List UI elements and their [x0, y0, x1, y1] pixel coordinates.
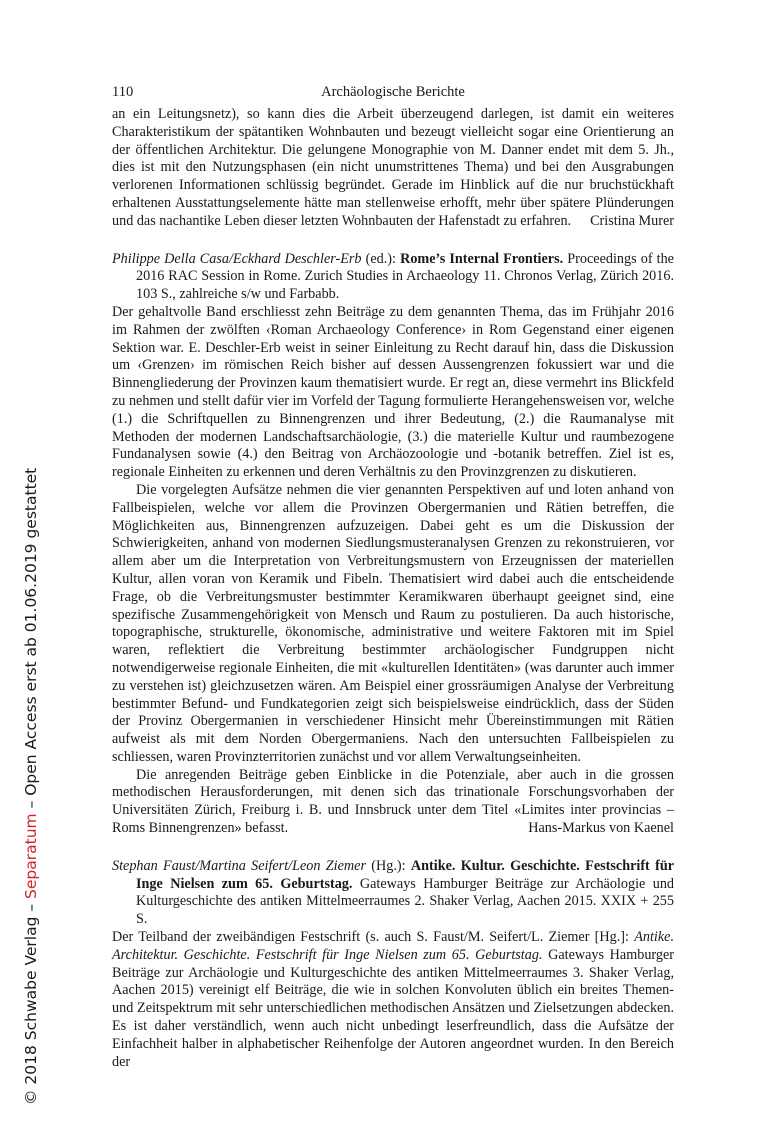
review2-editor-mark: (ed.):: [361, 250, 401, 267]
review2-paragraph-3: [112, 767, 674, 838]
review1-text: an ein Leitungsnetz), so kann dies die Arbeit überzeugend darlegen, ist damit ein weiteres Charakteristikum der spätantiken Wohnbauten und bezeugt vielleicht sogar eine Orientierung an der öffentlichen Architektur. Die gelungene Monographie von M. Danner endet mit dem 5. Jh., dies ist mit den Nutzungsphasen (ein nicht unumstrittenes Thema) und bei den Ausgrabungen verlorenen Informationen schlüssig begründet. Gerade im Hinblick auf die nur bruchstückhaft erhaltenen Ausstattungselemente hätte man stellenweise erhofft, mehr über spätere Plünderungen und das nachantike Leben dieser letzten Wohnbauten der Hafenstadt zu erfahren.: [112, 106, 674, 229]
review3-para-end: Gateways Hamburger Beiträge zur Archäologie und Kulturgeschichte des antiken Mittelmeerraumes 3. Shaker Verlag, Aachen 2015) vereinigt elf Beiträge, die wie in solchen Konvoluten üblich ein breites Themen- und Zeitspektrum mit sehr unterschiedlichen methodischen Ansätzen und Zielsetzungen abdecken. Es ist daher verständlich, wenn auch nicht unbedingt leserfreundlich, dass die Aufsätze der Einfachheit halber in alphabetischer Reihenfolge der Autoren angeordnet wurden. In den Bereich der: [112, 946, 675, 1070]
side-note-suffix: – Open Access erst ab 01.06.2019 gestattet: [22, 467, 40, 814]
running-title: Archäologische Berichte: [321, 84, 465, 100]
review3-bibliography: [112, 858, 674, 929]
review3-editor-mark: (Hg.):: [365, 857, 411, 874]
review3-para-start: Der Teilband der zweibändigen Festschrift (s. auch S. Faust/M. Seifert/L. Ziemer [Hg.]:: [112, 929, 635, 946]
review2-paragraph-1: Der gehaltvolle Band erschliesst zehn Beiträge zu dem genannten Thema, das im Frühjahr 2016 im Rahmen der zwölften ‹Roman Archaeology Conference› in Rom Gegenstand einer eigenen Sektion war. E. Deschler-Erb weist in seiner Einleitung zu Recht darauf hin, dass die Diskussion um ‹Grenzen› im römischen Reich bisher auf dessen Aussengrenzen fokussiert war und die Binnengliederung der Provinzen kaum thematisiert wurde. Er regt an, diese vermehrt ins Blickfeld zu nehmen und stellt dafür vier im Vorfeld der Tagung formulierte Herangehensweisen vor, welche (1.) die Schriftquellen zu Binnengrenzen und ihrer Bedeutung, (2.) die Raumanalyse mit Methoden der modernen Landschaftsarchäologie, (3.) die materielle Kultur und raumbezogene Fundanalysen sowie (4.) den Beitrag von Archäozoologie und -botanik betreffen. Ziel ist es, regionale Einheiten zu erkennen und deren Verhältnis zu den Provinzgrenzen zu diskutieren.: [112, 303, 674, 481]
review1-paragraph: [112, 106, 674, 231]
page-body: [112, 84, 674, 1071]
page-number: 110: [112, 84, 134, 100]
side-note-accent: Separatum: [22, 813, 40, 899]
review3-authors: Stephan Faust/Martina Seifert/Leon Ziemer: [112, 857, 366, 874]
review2-paragraph-3-text: Die anregenden Beiträge geben Einblicke in die Potenziale, aber auch in die grossen methodischen Herausforderungen, mit denen sich das trinationale Forschungsvorhaben der Universitäten Zürich, Freiburg i. B. und Innsbruck unter dem Titel «Limites inter provincias – Roms Binnengrenzen» befasst.: [112, 766, 674, 837]
copyright-side-note: [18, 467, 44, 1105]
section-gap: [112, 838, 674, 858]
section-gap: [112, 231, 674, 251]
review1-reviewer: Cristina Murer: [590, 212, 674, 229]
review3-paragraph-1: [112, 929, 674, 1071]
running-head: [112, 84, 674, 106]
review2-details: Proceedings of the 2016 RAC Session in Rome. Zurich Studies in Archaeology 11. Chronos Verlag, Zürich 2016. 103 S., zahlreiche s/w und Farbabb.: [136, 250, 674, 303]
review3-para-italic-title: Antike. Architektur. Geschichte. Festschrift für Inge Nielsen zum 65. Geburtstag.: [112, 929, 674, 963]
side-note-prefix: © 2018 Schwabe Verlag –: [22, 898, 40, 1105]
review2-title: Rome’s Internal Frontiers.: [400, 250, 564, 267]
review3-title: Antike. Kultur. Geschichte. Festschrift für Inge Nielsen zum 65. Geburtstag.: [136, 857, 675, 892]
review2-reviewer: Hans-Markus von Kaenel: [528, 820, 674, 837]
review2-paragraph-2: Die vorgelegten Aufsätze nehmen die vier genannten Perspektiven auf und loten anhand von Fallbeispielen, welche vor allem die Provinzen Obergermanien und Rätien betreffen, die Möglichkeiten aus, Binnengrenzen aufzuzeigen. Dabei geht es um die Diskussion der Schwierigkeiten, anhand von modernen Siedlungsmusteranalysen Grenzen zu rekonstruieren, vor allem aber um die Interpretation von Verbreitungsmustern von Erzeugnissen der materiellen Kultur, allen voran von Keramik und Fibeln. Thematisiert wird dabei auch die entscheidende Frage, ob die Verbreitungsmuster bestimmter Keramikwaren überhaupt geeignet sind, eine spezifische Zusammengehörigkeit von Mensch und Raum zu postulieren. Da auch historische, topographische, strukturelle, ökonomische, administrative und weitere Faktoren mit im Spiel waren, reflektiert die Verbreitung bestimmter archäologischer Fundgruppen nicht notwendigerweise regionale Einheiten, die mit «kulturellen Identitäten» (was darunter auch immer zu verstehen ist) gleichzusetzen wären. Am Beispiel einer grossräumigen Analyse der Verbreitung bestimmter Befund- und Fundkategorien zeigt sich beispielsweise eindrücklich, dass der Süden der Provinz Obergermanien in verschiedener Hinsicht mehr Übereinstimmungen mit Rätien aufweist als mit dem Norden Obergermaniens. Nach den untersuchten Fallbeispielen zu schliessen, waren Provinzterritorien zunächst und vor allem Verwaltungseinheiten.: [112, 481, 674, 765]
review2-bibliography: [112, 251, 674, 304]
review2-authors: Philippe Della Casa/Eckhard Deschler-Erb: [112, 250, 362, 267]
review3-details: Gateways Hamburger Beiträge zur Archäologie und Kulturgeschichte des antiken Mittelmeerraumes 2. Shaker Verlag, Aachen 2015. XXIX + 255 S.: [136, 875, 675, 928]
